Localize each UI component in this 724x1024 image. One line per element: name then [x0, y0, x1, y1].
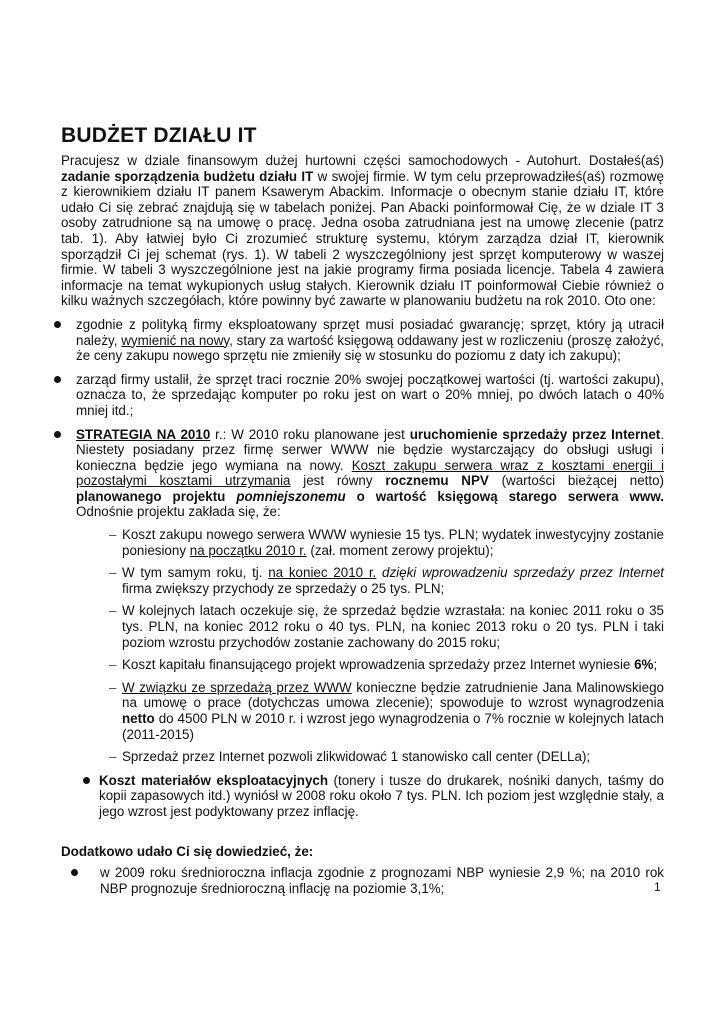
dash-icon: – — [109, 565, 117, 581]
item-text: (zał. moment zerowy projektu); — [306, 542, 494, 558]
bullet-underlined-text: wymienić na nowy, — [121, 332, 233, 348]
bullet-bold-italic-text: pomniejszonemu — [236, 488, 346, 504]
page-content — [61, 124, 664, 896]
materials-list — [83, 773, 664, 820]
list-item-materials — [83, 773, 664, 820]
item-text: firma zwiększy przychody ze sprzedaży o 25 tys. PLN; — [122, 580, 445, 596]
bullet-text: (wartości bieżącej netto) — [488, 473, 665, 489]
dash-icon: – — [109, 679, 117, 695]
page-title: BUDŻET DZIAŁU IT — [61, 124, 257, 147]
additional-heading: Dodatkowo udało Ci się dowiedzieć, że: — [61, 843, 314, 859]
item-bold-text: netto — [122, 711, 155, 726]
main-bullet-list — [61, 317, 664, 520]
list-item — [109, 565, 664, 596]
page-number: 1 — [654, 880, 661, 894]
list-item — [109, 749, 664, 765]
bullet-underlined-text: Koszt zakupu serwera wraz z kosztami energii i pozostałymi kosztami utrzymania — [76, 457, 664, 489]
strategy-heading: STRATEGIA NA 2010 — [76, 426, 211, 442]
bullet-bold-text: uruchomienie sprzedaży przez Internet — [409, 426, 661, 442]
intro-paragraph — [61, 153, 664, 309]
bullet-text: r.: W 2010 roku planowane jest — [210, 426, 410, 442]
item-italic-text: dzięki wprowadzeniu sprzedaży przez Internet — [376, 565, 664, 581]
bullet-bold-text: o wartość księgową starego serwera www. — [345, 488, 664, 504]
bullet-text: . Niestety posiadany przez firmę serwer WWW nie będzie wystarczający do obsługi usługi i konieczna będzie jego wymiana na nowy. — [76, 426, 665, 473]
bullet-text: Odnośnie projektu zakłada się, że: — [76, 504, 281, 520]
item-text: do 4500 PLN w 2010 r. i wzrost jego wynagrodzenia o 7% rocznie w kolejnych latach (2011-2015) — [122, 711, 664, 742]
bullet-icon — [54, 321, 61, 328]
bullet-text: zarząd firmy ustalił, że sprzęt traci rocznie 20% swojej początkowej wartości (tj. wartości zakupu), oznacza to, że sprzedając komputer po roku jest on wart o 20% mniej, po dwóch latach o 40% mniej itd.; — [76, 371, 664, 418]
item-underlined-text: na początku 2010 r. — [189, 542, 307, 558]
dash-icon: – — [109, 749, 117, 765]
item-text: Koszt kapitału finansującego projekt wprowadzenia sprzedaży przez Internet wyniesie — [122, 657, 635, 673]
bullet-text: stary za wartość księgową oddawany jest w rozliczeniu (proszę założyć, że ceny zakupu nowego sprzętu nie zmieniły się w stosunku do poziomu z daty ich zakupu); — [76, 332, 664, 364]
bullet-icon — [83, 777, 90, 784]
bullet-text: zgodnie z polityką firmy eksploatowany sprzęt musi posiadać gwarancję; sprzęt, który ją utracił należy, — [76, 316, 664, 348]
item-bold-text: 6% — [634, 657, 654, 673]
intro-task-bold: zadanie sporządzenia budżetu działu IT — [61, 168, 314, 184]
additional-list — [61, 865, 664, 896]
bullet-icon — [71, 869, 78, 876]
inflation-text: w 2009 roku średnioroczna inflacja zgodnie z prognozami NBP wyniesie 2,9 %; na 2010 rok NBP prognozuje średnioroczną inflację na poziomie 3,1%; — [100, 865, 664, 896]
materials-text: (tonery i tusze do drukarek, nośniki danych, taśmy do kopii zapasowych itd.) wyniósł w 2008 roku około 7 tys. PLN. Ich poziom jest względnie stały, a jego wzrost jest podyktowany przez inflację. — [99, 772, 664, 819]
materials-bold-text: Koszt materiałów eksploatacyjnych — [99, 772, 329, 788]
list-item — [109, 657, 664, 673]
list-item — [109, 680, 664, 742]
dash-icon: – — [109, 657, 117, 673]
list-item-warranty — [61, 317, 664, 364]
list-item — [109, 603, 664, 650]
intro-text-1: Pracujesz w dziale finansowym dużej hurtowni części samochodowych - Autohurt. Dostałeś(aś) — [61, 153, 664, 168]
bullet-icon — [54, 431, 61, 438]
dash-icon: – — [109, 603, 117, 619]
intro-text-2: w swojej firmie. W tym celu przeprowadziłeś(aś) rozmowę z kierownikiem działu IT panem Ksawerym Abackim. Informacje o obecnym stanie działu IT, które udało Ci się zebrać znajdują się w tabelach poniżej. Pan Abacki poinformował Cię, że w dziale IT 3 osoby zatrudnione są na umowę o pracę. Jedna osoba zatrudniana jest na umowę zlecenie (patrz tab. 1). Aby łatwiej było Ci zrozumieć strukturę systemu, którym zarządza dział IT, kierownik sporządził Ci jej schemat (rys. 1). W tabeli 2 wyszczególniony jest sprzęt komputerowy w waszej firmie. W tabeli 3 wyszczególnione jest na jakie programy firma posiada licencje. Tabela 4 zawiera informacje na temat wykupionych usług stałych. Kierownik działu IT poinformował Ciebie również o kilku ważnych szczegółach, które powinny być zawarte w planowaniu budżetu na rok 2010. Oto one: — [61, 168, 664, 309]
item-text: W kolejnych latach oczekuje się, że sprzedaż będzie wzrastała: na koniec 2011 roku o 35 tys. PLN, na koniec 2012 roku o 40 tys. PLN, na koniec 2013 roku o 20 tys. PLN i taki poziom wzrostu przychodów zostanie zachowany do 2015 roku; — [122, 603, 664, 650]
list-item-depreciation — [61, 372, 664, 419]
bullet-bold-text: rocznemu NPV — [385, 473, 489, 489]
bullet-bold-text: planowanego projektu — [76, 488, 237, 504]
list-item-strategy — [61, 427, 664, 521]
item-underlined-text: na koniec 2010 r. — [268, 565, 377, 581]
list-item-inflation — [61, 865, 664, 896]
bullet-text: jest równy — [290, 473, 386, 489]
item-text: Koszt zakupu nowego serwera WWW wyniesie 15 tys. PLN; wydatek inwestycyjny zostanie poniesiony — [122, 527, 664, 558]
list-item — [109, 527, 664, 558]
item-text: Sprzedaż przez Internet pozwoli zlikwidować 1 stanowisko call center (DELLa); — [122, 749, 591, 765]
item-underlined-text: W związku ze sprzedażą przez WWW — [122, 679, 352, 695]
bullet-icon — [54, 376, 61, 383]
item-text: ; — [653, 657, 658, 673]
item-text: konieczne będzie zatrudnienie Jana Malinowskiego na umowę o prace (dotychczas umowa zlecenie); spowoduje to wzrost wynagrodzenia — [122, 679, 664, 711]
dash-icon: – — [109, 527, 117, 543]
project-assumptions-list — [109, 527, 664, 765]
item-text: W tym samym roku, tj. — [122, 565, 269, 581]
